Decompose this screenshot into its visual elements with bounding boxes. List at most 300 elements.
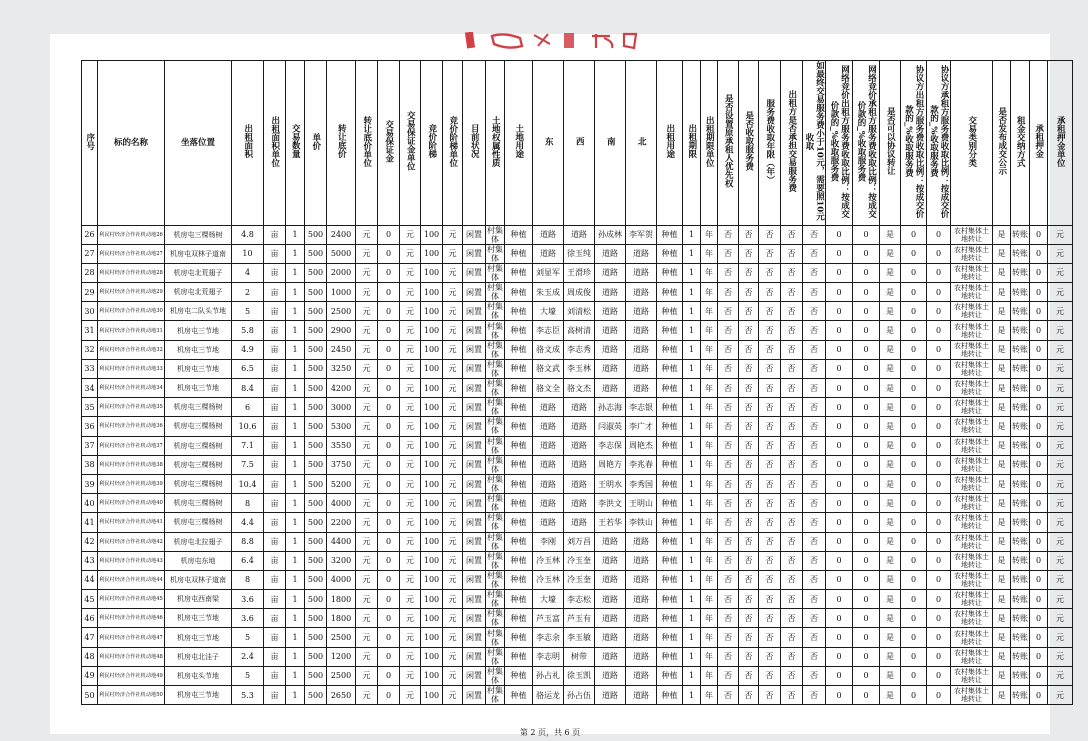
table-cell: 元 — [1048, 302, 1073, 321]
table-cell: 0 — [1030, 686, 1048, 705]
table-cell: 否 — [803, 225, 826, 244]
table-cell: 5300 — [327, 417, 356, 436]
table-cell: 转账 — [1011, 321, 1030, 340]
table-cell: 李志余 — [533, 628, 564, 647]
table-cell: 1 — [286, 302, 305, 321]
table-cell: 李玉林 — [564, 359, 595, 378]
table-cell: 元 — [400, 417, 421, 436]
table-cell: 元 — [400, 455, 421, 474]
table-cell: 39 — [82, 474, 98, 493]
table-cell: 种植 — [505, 398, 533, 417]
table-cell: 亩 — [264, 417, 286, 436]
table-cell: 元 — [400, 283, 421, 302]
table-cell: 道路 — [595, 570, 626, 589]
column-header-label: 网络竞价承租方服务费收取比例：按成交价款的_%收取服务费 — [856, 64, 877, 218]
table-cell: 0 — [927, 551, 951, 570]
table-cell: 道路 — [564, 474, 595, 493]
table-cell: 道路 — [533, 398, 564, 417]
table-cell: 0 — [826, 474, 853, 493]
table-cell: 3250 — [327, 359, 356, 378]
column-header-13 — [463, 61, 486, 226]
table-cell: 1 — [683, 666, 701, 685]
table-cell: 0 — [1030, 340, 1048, 359]
table-cell: 否 — [781, 666, 803, 685]
table-cell: 10 — [232, 244, 264, 263]
table-cell: 元 — [1048, 225, 1073, 244]
table-cell: 元 — [400, 590, 421, 609]
table-cell: 道路 — [564, 436, 595, 455]
land-lease-table-container — [81, 60, 1066, 724]
table-cell: 村集体 — [487, 225, 503, 244]
table-cell: 否 — [781, 417, 803, 436]
table-cell: 否 — [759, 686, 781, 705]
table-cell: 村集体 — [487, 590, 503, 609]
table-cell: 0 — [378, 436, 400, 455]
table-cell: 0 — [1030, 532, 1048, 551]
table-cell: 闲置 — [463, 551, 486, 570]
table-cell: 是 — [880, 263, 901, 282]
table-cell: 0 — [853, 532, 880, 551]
table-cell: 否 — [739, 570, 759, 589]
column-header-27 — [803, 61, 826, 226]
table-cell: 1 — [286, 417, 305, 436]
table-cell: 47 — [82, 628, 98, 647]
table-cell: 亩 — [264, 321, 286, 340]
table-cell: 村集体 — [487, 570, 503, 589]
table-cell: 是 — [880, 244, 901, 263]
table-cell: 否 — [739, 321, 759, 340]
column-header-17 — [564, 61, 595, 226]
table-cell: 1000 — [327, 283, 356, 302]
column-header-34 — [993, 61, 1011, 226]
table-cell: 元 — [400, 321, 421, 340]
table-cell: 元 — [443, 455, 463, 474]
table-row — [82, 302, 1073, 321]
table-cell: 转账 — [1011, 590, 1030, 609]
table-cell: 利民村经济合作社机动地30 — [98, 302, 165, 321]
column-header-label: 协议方出租方服务费收取比例：按成交价款的_%收取服务费 — [903, 64, 924, 218]
table-cell: 7.1 — [232, 436, 264, 455]
table-cell: 亩 — [264, 455, 286, 474]
table-cell: 机房屯双林子道南 — [165, 570, 232, 589]
table-cell: 年 — [701, 590, 718, 609]
table-cell: 1 — [286, 398, 305, 417]
table-row — [82, 686, 1073, 705]
table-cell: 40 — [82, 494, 98, 513]
table-cell: 500 — [305, 551, 327, 570]
table-cell: 种植 — [505, 609, 533, 628]
table-cell: 2500 — [327, 666, 356, 685]
table-cell: 0 — [378, 551, 400, 570]
table-cell: 0 — [927, 417, 951, 436]
table-cell: 骆运龙 — [533, 686, 564, 705]
table-cell: 否 — [803, 321, 826, 340]
table-cell: 王滑珍 — [564, 263, 595, 282]
table-cell: 否 — [739, 398, 759, 417]
column-header-label: 出租期限单位 — [704, 115, 715, 167]
table-cell: 元 — [400, 398, 421, 417]
table-cell: 否 — [739, 551, 759, 570]
table-cell: 农村集体土地转让 — [951, 321, 993, 340]
table-cell: 是 — [880, 628, 901, 647]
table-cell: 道路 — [595, 666, 626, 685]
table-cell: 10.6 — [232, 417, 264, 436]
table-cell: 否 — [781, 455, 803, 474]
table-cell: 是 — [880, 321, 901, 340]
table-cell: 种植 — [657, 494, 683, 513]
table-cell: 元 — [356, 340, 378, 359]
table-cell: 43 — [82, 551, 98, 570]
table-cell: 元 — [443, 340, 463, 359]
table-cell: 1 — [683, 647, 701, 666]
table-cell: 元 — [400, 244, 421, 263]
column-header-label: 竞价阶梯单位 — [447, 115, 458, 167]
table-cell: 否 — [803, 474, 826, 493]
table-cell: 0 — [853, 359, 880, 378]
table-cell: 元 — [1048, 398, 1073, 417]
table-cell: 0 — [1030, 436, 1048, 455]
table-cell: 转账 — [1011, 513, 1030, 532]
table-cell: 6 — [232, 398, 264, 417]
table-cell: 0 — [901, 455, 927, 474]
table-cell: 500 — [305, 263, 327, 282]
table-row — [82, 609, 1073, 628]
column-header-3 — [232, 61, 264, 226]
table-cell: 道路 — [595, 532, 626, 551]
table-cell: 转账 — [1011, 570, 1030, 589]
table-cell: 500 — [305, 686, 327, 705]
table-cell: 100 — [421, 609, 443, 628]
table-cell: 是 — [880, 686, 901, 705]
table-cell: 1 — [286, 570, 305, 589]
table-cell: 否 — [739, 379, 759, 398]
table-cell: 元 — [356, 263, 378, 282]
table-cell: 27 — [82, 244, 98, 263]
table-cell: 2500 — [327, 628, 356, 647]
table-cell: 亩 — [264, 609, 286, 628]
table-cell: 100 — [421, 321, 443, 340]
table-cell: 转账 — [1011, 244, 1030, 263]
table-cell: 1 — [286, 244, 305, 263]
table-cell: 转账 — [1011, 436, 1030, 455]
table-cell: 8 — [232, 494, 264, 513]
table-cell: 利民村经济合作社机动地29 — [98, 283, 165, 302]
table-cell: 闲置 — [463, 321, 486, 340]
table-cell: 元 — [1048, 283, 1073, 302]
table-cell: 100 — [421, 379, 443, 398]
table-cell: 道路 — [533, 455, 564, 474]
table-cell: 0 — [853, 225, 880, 244]
table-cell: 否 — [781, 532, 803, 551]
table-cell: 是 — [993, 436, 1011, 455]
table-cell: 0 — [853, 321, 880, 340]
table-cell: 元 — [356, 532, 378, 551]
table-cell: 冷玉林 — [533, 570, 564, 589]
column-header-label: 租金交纳方式 — [1015, 115, 1026, 167]
table-cell: 闲置 — [463, 417, 486, 436]
table-cell: 否 — [803, 686, 826, 705]
table-cell: 0 — [826, 570, 853, 589]
table-cell: 道路 — [595, 359, 626, 378]
table-cell: 种植 — [657, 628, 683, 647]
table-cell: 农村集体土地转让 — [951, 283, 993, 302]
table-cell: 0 — [853, 302, 880, 321]
table-cell: 否 — [803, 666, 826, 685]
table-cell: 0 — [826, 225, 853, 244]
table-cell: 否 — [718, 379, 739, 398]
table-cell: 1 — [683, 686, 701, 705]
table-cell: 亩 — [264, 551, 286, 570]
table-cell: 道路 — [626, 628, 657, 647]
table-cell: 否 — [718, 359, 739, 378]
table-cell: 道路 — [595, 244, 626, 263]
table-cell: 100 — [421, 570, 443, 589]
table-cell: 5 — [232, 628, 264, 647]
table-cell: 机房屯东地 — [165, 551, 232, 570]
table-cell: 3.6 — [232, 590, 264, 609]
table-cell: 0 — [1030, 359, 1048, 378]
table-cell: 5 — [232, 666, 264, 685]
table-cell: 35 — [82, 398, 98, 417]
table-cell: 否 — [739, 647, 759, 666]
table-cell: 49 — [82, 666, 98, 685]
table-cell: 0 — [378, 590, 400, 609]
table-cell: 元 — [1048, 436, 1073, 455]
table-cell: 农村集体土地转让 — [951, 686, 993, 705]
table-cell: 元 — [356, 628, 378, 647]
table-cell: 否 — [803, 359, 826, 378]
table-cell: 0 — [853, 474, 880, 493]
table-row — [82, 436, 1073, 455]
table-cell: 34 — [82, 379, 98, 398]
table-cell: 4200 — [327, 379, 356, 398]
table-cell: 否 — [759, 647, 781, 666]
table-cell: 0 — [378, 686, 400, 705]
table-cell: 否 — [739, 494, 759, 513]
table-cell: 0 — [1030, 513, 1048, 532]
table-cell: 0 — [927, 302, 951, 321]
table-cell: 道路 — [626, 666, 657, 685]
table-cell: 是 — [993, 225, 1011, 244]
table-cell: 孙占礼 — [533, 666, 564, 685]
table-cell: 0 — [378, 417, 400, 436]
table-cell: 1 — [683, 590, 701, 609]
table-cell: 5200 — [327, 474, 356, 493]
table-row — [82, 551, 1073, 570]
table-cell: 利民村经济合作社机动地41 — [98, 513, 165, 532]
table-cell: 0 — [901, 417, 927, 436]
table-cell: 否 — [781, 283, 803, 302]
table-cell: 3550 — [327, 436, 356, 455]
table-cell: 村集体 — [487, 686, 503, 705]
table-cell: 100 — [421, 283, 443, 302]
column-header-label: 北 — [636, 136, 647, 146]
table-cell: 1 — [286, 494, 305, 513]
table-cell: 0 — [826, 436, 853, 455]
table-cell: 周成俊 — [564, 283, 595, 302]
table-cell: 2650 — [327, 686, 356, 705]
table-cell: 年 — [701, 359, 718, 378]
table-cell: 元 — [443, 244, 463, 263]
table-cell: 村集体 — [487, 532, 503, 551]
table-cell: 年 — [701, 686, 718, 705]
table-cell: 3200 — [327, 551, 356, 570]
table-row — [82, 532, 1073, 551]
table-cell: 年 — [701, 417, 718, 436]
table-cell: 闲置 — [463, 686, 486, 705]
table-cell: 否 — [739, 532, 759, 551]
table-cell: 种植 — [657, 609, 683, 628]
table-cell: 年 — [701, 532, 718, 551]
table-cell: 500 — [305, 417, 327, 436]
table-cell: 100 — [421, 359, 443, 378]
table-cell: 500 — [305, 494, 327, 513]
table-cell: 否 — [759, 417, 781, 436]
table-cell: 44 — [82, 570, 98, 589]
table-cell: 亩 — [264, 666, 286, 685]
table-cell: 亩 — [264, 628, 286, 647]
table-cell: 3.6 — [232, 609, 264, 628]
column-header-label: 网络竞价出租方服务费收取比例：按成交价款的_%收取服务费 — [829, 64, 850, 218]
table-cell: 村集体 — [487, 359, 503, 378]
table-cell: 元 — [443, 225, 463, 244]
table-cell: 种植 — [657, 359, 683, 378]
table-cell: 农村集体土地转让 — [951, 570, 993, 589]
table-cell: 6.5 — [232, 359, 264, 378]
table-cell: 元 — [356, 590, 378, 609]
table-cell: 42 — [82, 532, 98, 551]
table-cell: 元 — [1048, 474, 1073, 493]
table-cell: 李志臣 — [533, 321, 564, 340]
table-cell: 朱玉成 — [533, 283, 564, 302]
table-cell: 1 — [286, 551, 305, 570]
column-header-36 — [1030, 61, 1048, 226]
table-cell: 1 — [683, 532, 701, 551]
table-cell: 道路 — [533, 494, 564, 513]
table-cell: 0 — [1030, 263, 1048, 282]
table-cell: 利民村经济合作社机动地42 — [98, 532, 165, 551]
table-cell: 0 — [378, 359, 400, 378]
table-cell: 农村集体土地转让 — [951, 417, 993, 436]
table-cell: 村集体 — [487, 302, 503, 321]
table-cell: 是 — [880, 436, 901, 455]
table-cell: 转账 — [1011, 359, 1030, 378]
table-cell: 否 — [739, 666, 759, 685]
table-cell: 元 — [356, 225, 378, 244]
table-cell: 道路 — [595, 302, 626, 321]
table-cell: 0 — [901, 474, 927, 493]
table-cell: 32 — [82, 340, 98, 359]
table-cell: 闫淑英 — [595, 417, 626, 436]
table-cell: 村集体 — [487, 436, 503, 455]
table-cell: 500 — [305, 283, 327, 302]
table-cell: 100 — [421, 628, 443, 647]
table-cell: 0 — [378, 647, 400, 666]
table-cell: 大壕 — [533, 302, 564, 321]
table-cell: 0 — [1030, 417, 1048, 436]
table-cell: 转账 — [1011, 417, 1030, 436]
table-cell: 1 — [286, 609, 305, 628]
table-cell: 机房屯头节地 — [165, 666, 232, 685]
table-cell: 0 — [378, 570, 400, 589]
table-cell: 元 — [1048, 263, 1073, 282]
table-cell: 道路 — [533, 513, 564, 532]
column-header-10 — [400, 61, 421, 226]
table-cell: 李兆春 — [626, 455, 657, 474]
table-cell: 种植 — [657, 302, 683, 321]
table-cell: 转账 — [1011, 340, 1030, 359]
table-cell: 0 — [826, 244, 853, 263]
table-cell: 0 — [1030, 455, 1048, 474]
table-cell: 亩 — [264, 379, 286, 398]
table-cell: 种植 — [505, 283, 533, 302]
table-cell: 农村集体土地转让 — [951, 244, 993, 263]
table-cell: 年 — [701, 436, 718, 455]
table-body — [82, 225, 1073, 705]
table-cell: 元 — [356, 417, 378, 436]
table-cell: 1 — [286, 359, 305, 378]
column-header-32 — [927, 61, 951, 226]
table-cell: 亩 — [264, 686, 286, 705]
table-cell: 1 — [683, 379, 701, 398]
table-cell: 亩 — [264, 263, 286, 282]
table-row — [82, 398, 1073, 417]
table-cell: 否 — [803, 244, 826, 263]
table-cell: 0 — [378, 379, 400, 398]
table-cell: 村集体 — [487, 666, 503, 685]
table-cell: 元 — [443, 513, 463, 532]
table-cell: 农村集体土地转让 — [951, 379, 993, 398]
table-cell: 道路 — [564, 513, 595, 532]
table-cell: 种植 — [657, 225, 683, 244]
table-cell: 0 — [853, 379, 880, 398]
table-cell: 0 — [826, 283, 853, 302]
table-cell: 否 — [759, 398, 781, 417]
table-cell: 机房屯三棵杨树 — [165, 474, 232, 493]
table-cell: 李玉敏 — [564, 628, 595, 647]
table-cell: 45 — [82, 590, 98, 609]
table-cell: 否 — [803, 340, 826, 359]
table-cell: 0 — [378, 455, 400, 474]
table-cell: 农村集体土地转让 — [951, 455, 993, 474]
table-cell: 0 — [927, 225, 951, 244]
table-cell: 1800 — [327, 609, 356, 628]
table-cell: 1 — [683, 628, 701, 647]
table-cell: 1 — [286, 532, 305, 551]
table-cell: 0 — [853, 436, 880, 455]
table-cell: 村集体 — [487, 475, 503, 494]
table-cell: 元 — [356, 321, 378, 340]
column-header-25 — [759, 61, 781, 226]
table-cell: 种植 — [657, 570, 683, 589]
column-header-21 — [683, 61, 701, 226]
table-cell: 否 — [759, 609, 781, 628]
table-cell: 0 — [901, 244, 927, 263]
table-cell: 闲置 — [463, 436, 486, 455]
table-cell: 否 — [759, 379, 781, 398]
table-cell: 0 — [378, 609, 400, 628]
table-cell: 是 — [993, 647, 1011, 666]
table-cell: 1 — [683, 321, 701, 340]
column-header-30 — [880, 61, 901, 226]
table-cell: 否 — [803, 609, 826, 628]
table-cell: 否 — [718, 225, 739, 244]
column-header-29 — [853, 61, 880, 226]
table-cell: 机房屯三棵杨树 — [165, 436, 232, 455]
column-header-label: 序号 — [84, 132, 95, 150]
red-seal-stamp — [464, 32, 642, 52]
table-cell: 1200 — [327, 647, 356, 666]
